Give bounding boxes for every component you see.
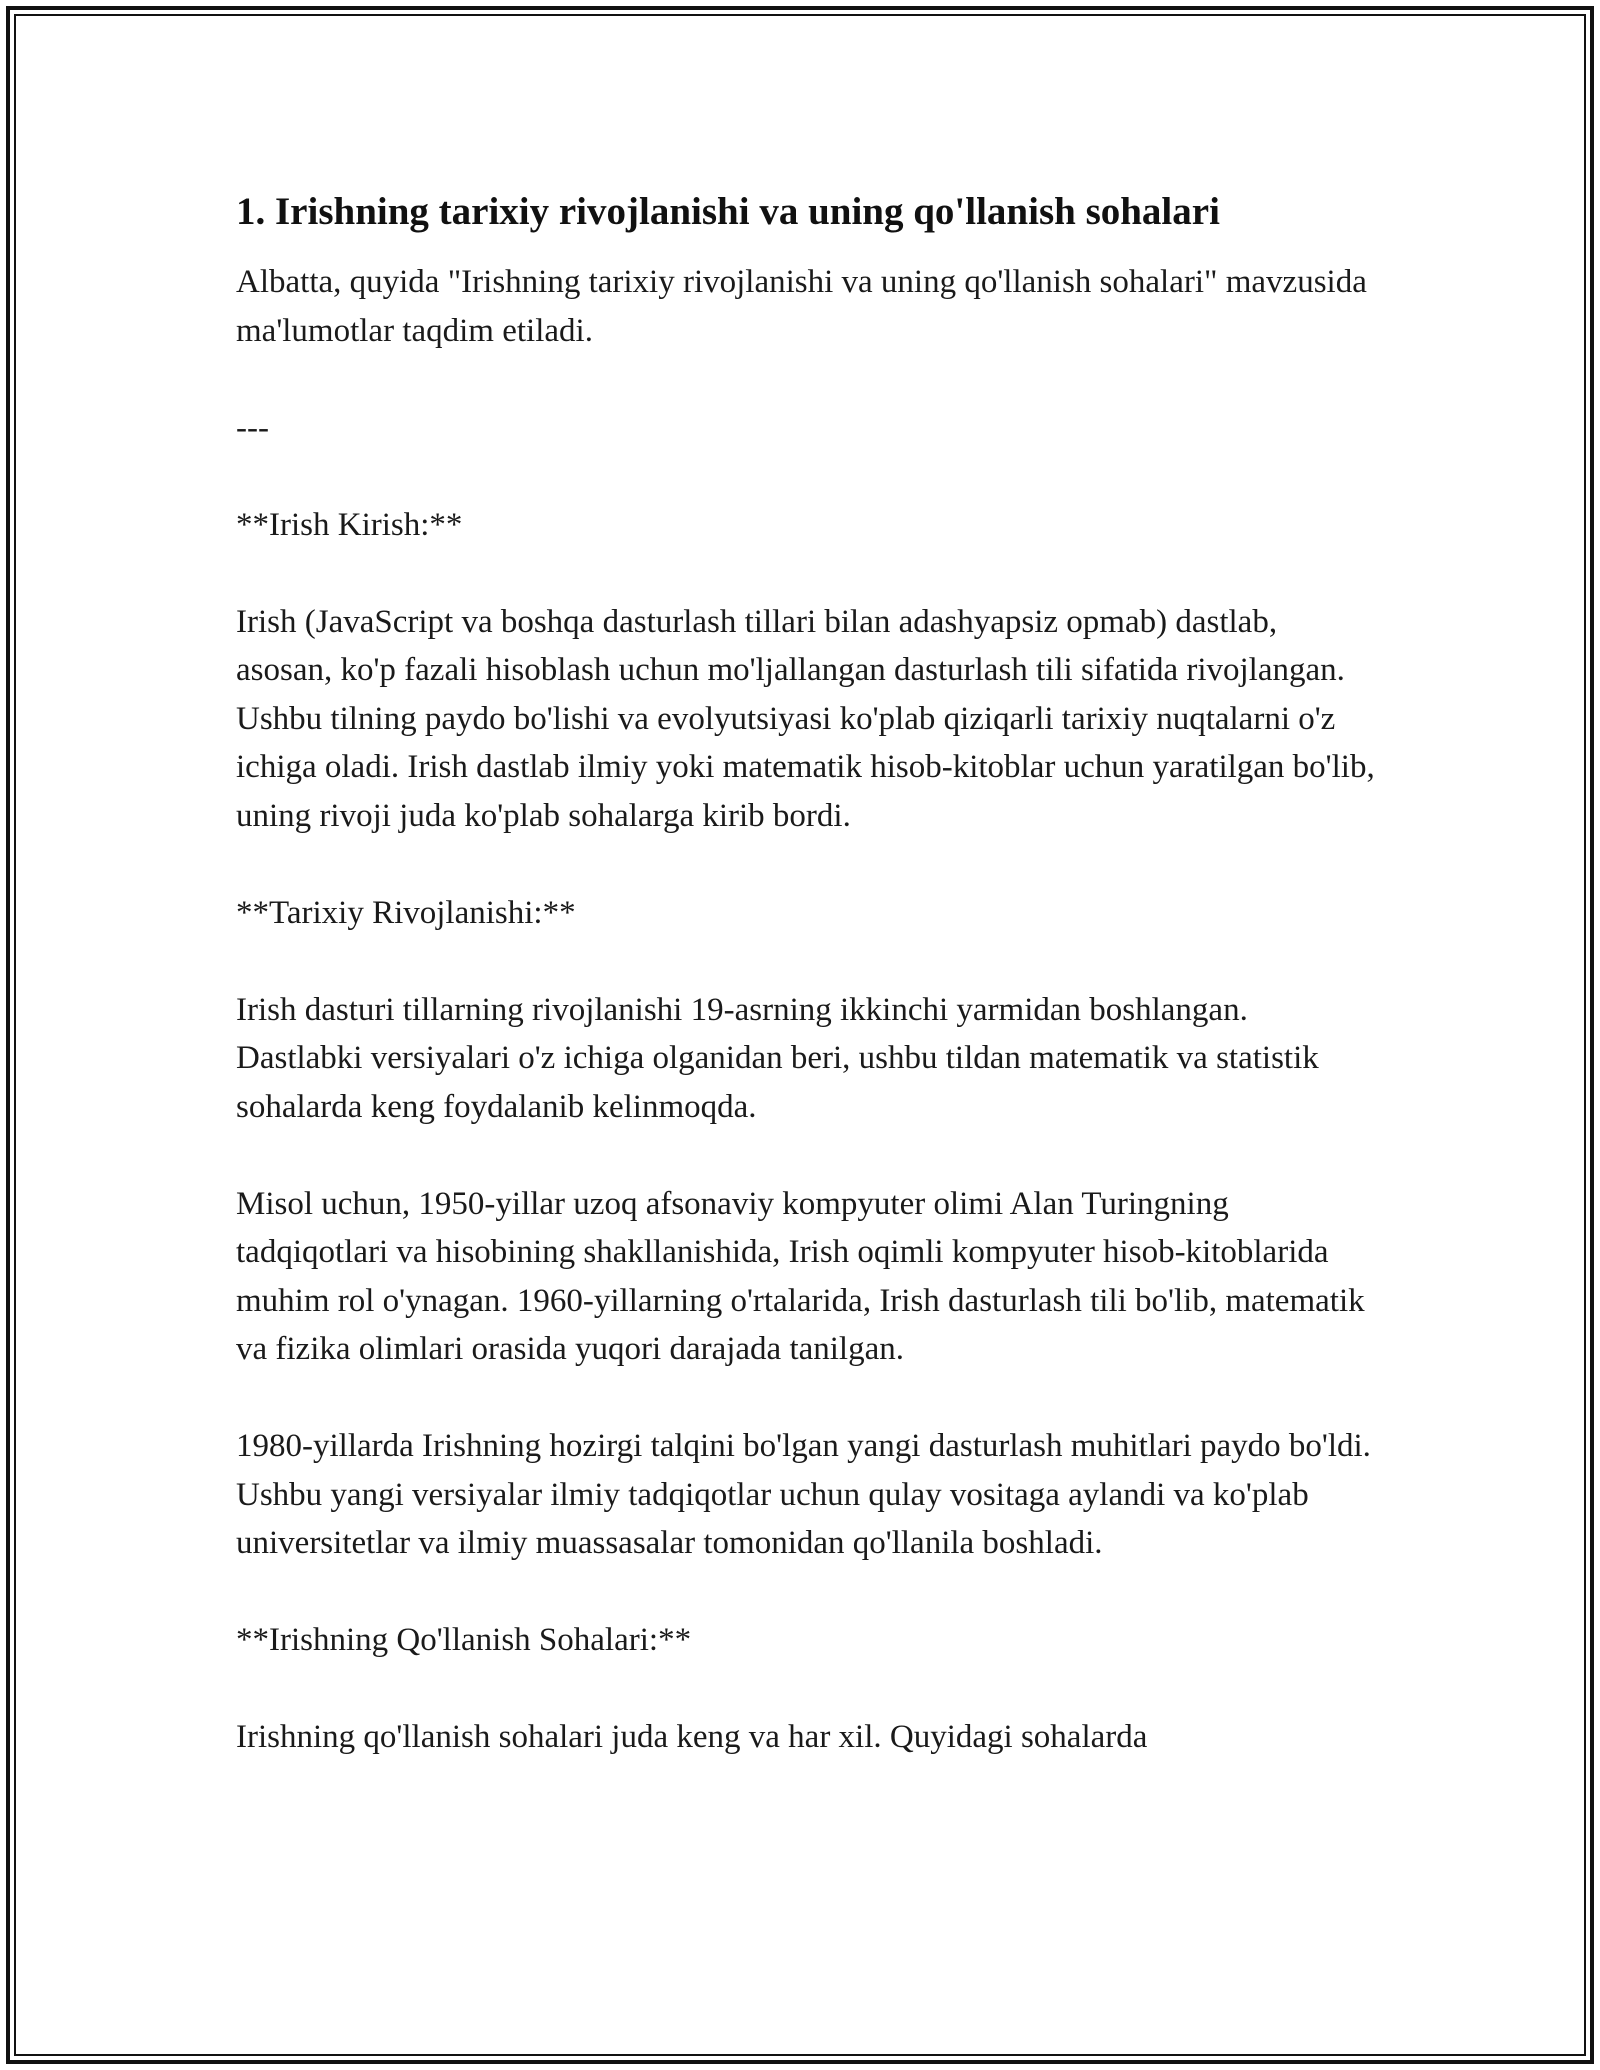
paragraph-tarixiy-2: Misol uchun, 1950-yillar uzoq afsonaviy kompyuter olimi Alan Turingning tadqiqotlari va hisobining shakllanishida, Irish oqimli kompyuter hisob-kitoblarida muhim rol o'ynagan. 1960-yillarning o'rtalarida, Irish dasturlash tili bo'lib, matematik va fizika olimlari orasida yuqori darajada tanilgan. xyxy=(236,1185,1365,1367)
document-title: 1. Irishning tarixiy rivojlanishi va uning qo'llanish sohalari xyxy=(236,190,1220,233)
section-heading-sohalar: **Irishning Qo'llanish Sohalari:** xyxy=(236,1622,692,1658)
section-heading-tarixiy: **Tarixiy Rivojlanishi:** xyxy=(236,894,576,931)
paragraph-intro: Albatta, quyida "Irishning tarixiy rivojlanishi va uning qo'llanish sohalari" mavzusida ma'lumotlar taqdim etiladi. xyxy=(236,264,1367,349)
paragraph-kirish: Irish (JavaScript va boshqa dasturlash tillari bilan adashyapsiz opmab) dastlab, asosan, ko'p fazali hisoblash uchun mo'ljallangan dasturlash tili sifatida rivojlangan. Ushbu tilning paydo bo'lishi va evolyutsiyasi ko'plab qiziqarli tarixiy nuqtalarni o'z ichiga oladi. Irish dastlab ilmiy yoki matematik hisob-kitoblar uchun yaratilgan bo'lib, uning rivoji juda ko'plab sohalarga kirib bordi. xyxy=(236,603,1375,834)
document-body xyxy=(236,186,1376,1810)
paragraph-separator: --- xyxy=(236,409,269,446)
section-heading-kirish: **Irish Kirish:** xyxy=(236,506,463,543)
paragraph-tarixiy-3: 1980-yillarda Irishning hozirgi talqini bo'lgan yangi dasturlash muhitlari paydo bo'ldi. Ushbu yangi versiyalar ilmiy tadqiqotlar uchun qulay vositaga aylandi va ko'plab universitetlar va ilmiy muassasalar tomonidan qo'llanila boshladi. xyxy=(236,1428,1371,1561)
paragraph-tarixiy-1: Irish dasturi tillarning rivojlanishi 19-asrning ikkinchi yarmidan boshlangan. Dastlabki versiyalari o'z ichiga olganidan beri, ushbu tildan matematik va statistik sohalarda keng foydalanib kelinmoqda. xyxy=(236,991,1319,1125)
paragraph-sohalar: Irishning qo'llanish sohalari juda keng va har xil. Quyidagi sohalarda xyxy=(236,1719,1148,1755)
